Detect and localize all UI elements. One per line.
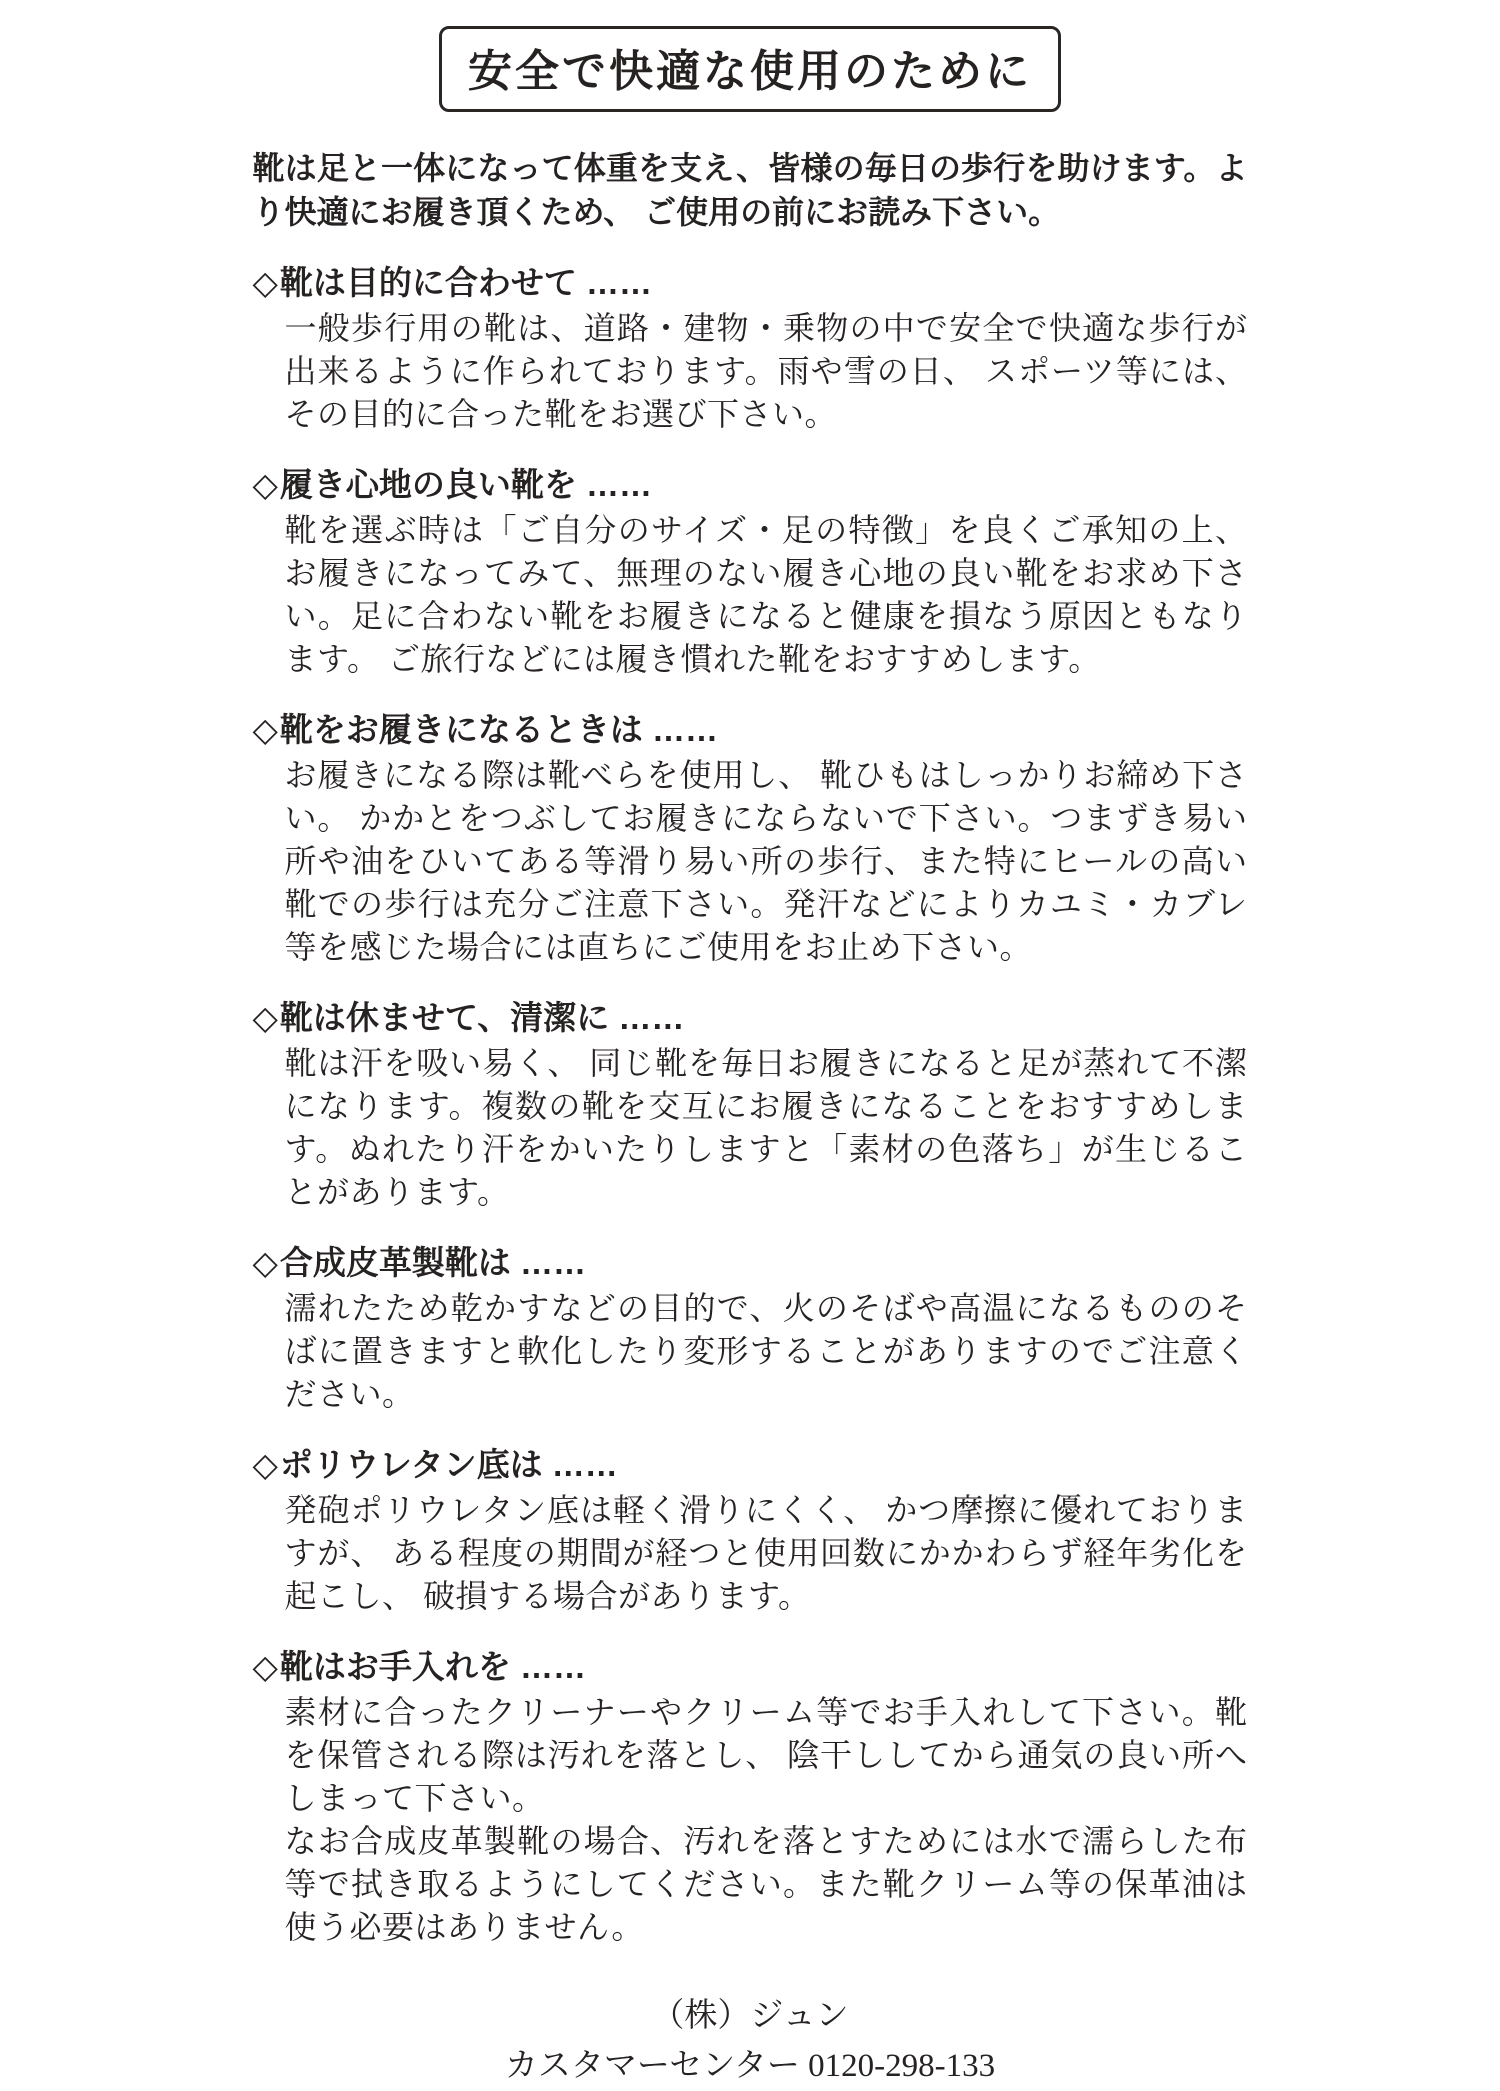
section-heading	[253, 1645, 1248, 1689]
section-body	[285, 509, 1248, 681]
section-heading-label: 履き心地の良い靴を ……	[279, 466, 653, 503]
diamond-bullet-icon: ◇	[252, 466, 278, 503]
section-heading-label: ポリウレタン底は ……	[279, 1446, 618, 1483]
diamond-bullet-icon: ◇	[252, 264, 278, 301]
page-title: 安全で快適な使用のために	[439, 26, 1061, 112]
section-heading	[253, 996, 1248, 1040]
diamond-bullet-icon: ◇	[252, 711, 278, 748]
section-body	[285, 1489, 1248, 1618]
section-body	[285, 754, 1248, 969]
customer-center-phone: カスタマーセンター 0120-298-133	[504, 2048, 996, 2084]
company-name: （株）ジュン	[651, 1998, 849, 2034]
section-paragraph: 濡れたため乾かすなどの目的で、火のそばや高温になるもののそばに置きますと軟化したり変形することがありますのでご注意ください。	[284, 1290, 1248, 1412]
section-heading	[253, 1241, 1248, 1285]
section-heading	[253, 1443, 1248, 1487]
section-heading	[253, 261, 1248, 305]
diamond-bullet-icon: ◇	[252, 1244, 278, 1281]
section-synthetic-leather	[253, 1241, 1248, 1416]
section-polyurethane-sole	[253, 1443, 1248, 1618]
diamond-bullet-icon: ◇	[252, 1648, 278, 1685]
section-paragraph: 素材に合ったクリーナーやクリーム等でお手入れして下さい。靴を保管される際は汚れを落とし、 陰干ししてから通気の良い所へしまって下さい。	[284, 1694, 1248, 1816]
intro-paragraph: 靴は足と一体になって体重を支え、皆様の毎日の歩行を助けます。より快適にお履き頂くため、 ご使用の前にお読み下さい。	[252, 150, 1248, 230]
section-comfortable-fit	[253, 463, 1248, 681]
section-heading-label: 合成皮革製靴は ……	[279, 1244, 587, 1281]
section-paragraph: 発砲ポリウレタン底は軽く滑りにくく、 かつ摩擦に優れておりますが、 ある程度の期間が経つと使用回数にかかわらず経年劣化を起こし、 破損する場合があります。	[284, 1492, 1248, 1614]
section-when-wearing	[253, 708, 1248, 969]
section-paragraph: 靴は汗を吸い易く、 同じ靴を毎日お履きになると足が蒸れて不潔になります。複数の靴を交互にお履きになることをおすすめします。ぬれたり汗をかいたりしますと「素材の色落ち」が生じることがあります。	[284, 1045, 1248, 1210]
section-heading	[253, 463, 1248, 507]
section-paragraph: なお合成皮革製靴の場合、汚れを落とすためには水で濡らした布等で拭き取るようにしてください。また靴クリーム等の保革油は使う必要はありません。	[284, 1823, 1248, 1945]
diamond-bullet-icon: ◇	[252, 999, 278, 1036]
section-body	[285, 1691, 1248, 1949]
section-heading-label: 靴は休ませて、清潔に ……	[279, 999, 685, 1036]
section-paragraph: お履きになる際は靴べらを使用し、 靴ひもはしっかりお締め下さい。 かかとをつぶしてお履きにならないで下さい。つまずき易い所や油をひいてある等滑り易い所の歩行、また特にヒールの高い靴での歩行は充分ご注意下さい。発汗などによりカユミ・カブレ等を感じた場合には直ちにご使用をお止め下さい。	[284, 757, 1248, 965]
section-rest-and-clean	[253, 996, 1248, 1214]
title-wrap	[0, 0, 1500, 112]
section-heading-label: 靴はお手入れを ……	[279, 1648, 587, 1685]
section-body	[285, 1042, 1248, 1214]
section-heading-label: 靴をお履きになるときは ……	[279, 711, 719, 748]
content-column	[253, 146, 1248, 1949]
section-paragraph: 一般歩行用の靴は、道路・建物・乗物の中で安全で快適な歩行が出来るように作られております。雨や雪の日、 スポーツ等には、 その目的に合った靴をお選び下さい。	[284, 310, 1248, 432]
section-body	[285, 1287, 1248, 1416]
section-shoe-care	[253, 1645, 1248, 1949]
footer	[0, 1991, 1500, 2091]
diamond-bullet-icon: ◇	[252, 1446, 278, 1483]
section-heading	[253, 708, 1248, 752]
section-shoes-by-purpose	[253, 261, 1248, 436]
section-body	[285, 307, 1248, 436]
section-paragraph: 靴を選ぶ時は「ご自分のサイズ・足の特徴」を良くご承知の上、 お履きになってみて、無理のない履き心地の良い靴をお求め下さい。足に合わない靴をお履きになると健康を損なう原因ともなります。 ご旅行などには履き慣れた靴をおすすめします。	[284, 512, 1248, 677]
section-heading-label: 靴は目的に合わせて ……	[279, 264, 653, 301]
